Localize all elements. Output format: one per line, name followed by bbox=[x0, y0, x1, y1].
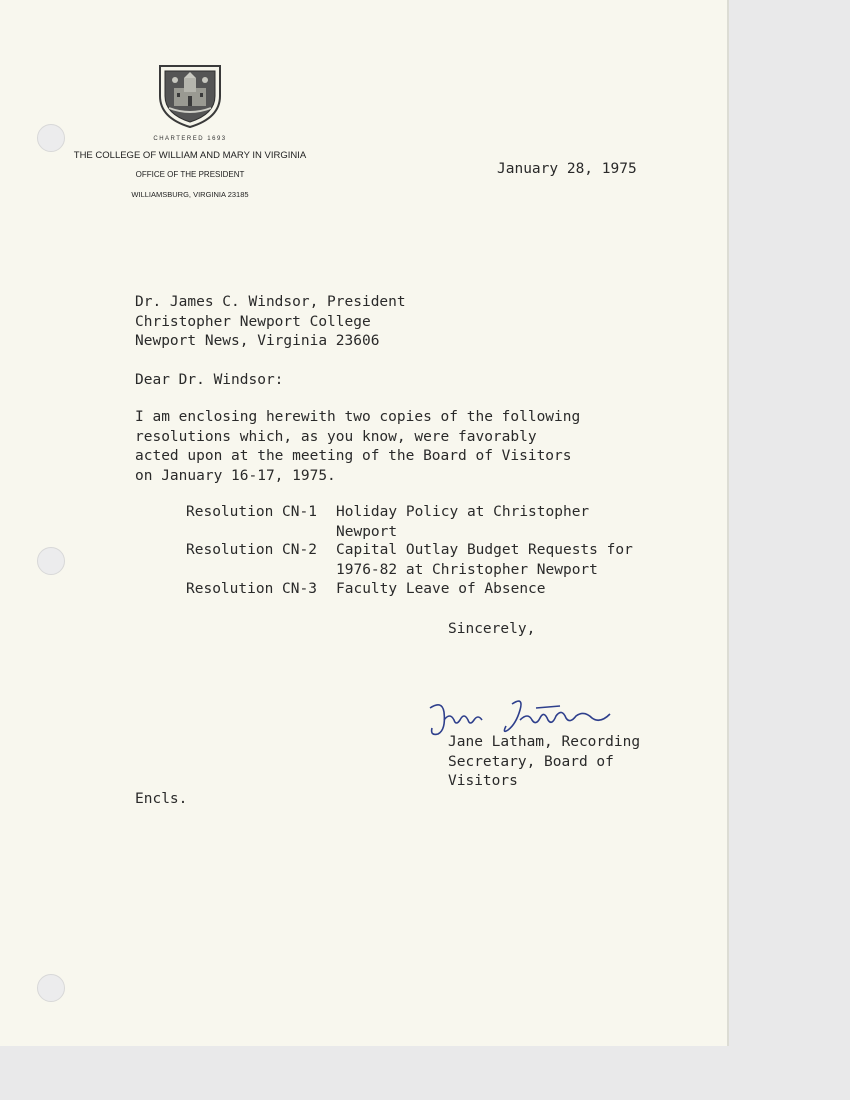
resolution-title-line: 1976-82 at Christopher Newport bbox=[336, 561, 598, 578]
letterhead-address: WILLIAMSBURG, VIRGINIA 23185 bbox=[131, 190, 249, 199]
institution-name: THE COLLEGE OF WILLIAM AND MARY IN VIRGINIA bbox=[73, 150, 307, 161]
recipient-line: Newport News, Virginia 23606 bbox=[135, 333, 380, 349]
body-line: resolutions which, as you know, were favorably bbox=[135, 428, 537, 445]
resolution-title bbox=[336, 580, 546, 600]
punch-hole bbox=[37, 124, 65, 152]
body-line: acted upon at the meeting of the Board of Visitors bbox=[135, 448, 572, 464]
college-seal-icon bbox=[155, 60, 225, 130]
body-paragraph bbox=[135, 408, 580, 486]
resolution-title-line: Capital Outlay Budget Requests for bbox=[336, 542, 633, 558]
signer-line: Secretary, Board of bbox=[448, 753, 614, 770]
resolution-number: Resolution CN-3 bbox=[186, 581, 317, 597]
office-name: OFFICE OF THE PRESIDENT bbox=[135, 170, 245, 179]
signer-line: Jane Latham, Recording bbox=[448, 734, 641, 750]
closing: Sincerely, bbox=[448, 621, 536, 637]
body-line: I am enclosing herewith two copies of the following bbox=[135, 409, 581, 425]
resolution-number: Resolution CN-2 bbox=[186, 542, 317, 558]
enclosures-notation: Encls. bbox=[135, 791, 188, 807]
recipient-line: Christopher Newport College bbox=[135, 313, 371, 330]
salutation: Dear Dr. Windsor: bbox=[135, 372, 284, 388]
chartered-line: CHARTERED 1693 bbox=[153, 136, 227, 142]
recipient-line: Dr. James C. Windsor, President bbox=[135, 294, 406, 310]
punch-hole bbox=[37, 547, 65, 575]
resolution-title-line: Newport bbox=[336, 523, 398, 540]
resolution-title-line: Holiday Policy at Christopher bbox=[336, 504, 590, 520]
page-edge bbox=[727, 0, 729, 1046]
resolution-title bbox=[336, 503, 589, 542]
resolution-number: Resolution CN-1 bbox=[186, 504, 317, 520]
resolution-title bbox=[336, 541, 633, 580]
punch-hole bbox=[37, 974, 65, 1002]
handwritten-signature bbox=[420, 690, 620, 750]
body-line: on January 16-17, 1975. bbox=[135, 467, 336, 484]
letter-date: January 28, 1975 bbox=[497, 161, 637, 177]
recipient-address bbox=[135, 293, 406, 352]
resolution-title-line: Faculty Leave of Absence bbox=[336, 581, 546, 597]
signer-line: Visitors bbox=[448, 773, 518, 789]
